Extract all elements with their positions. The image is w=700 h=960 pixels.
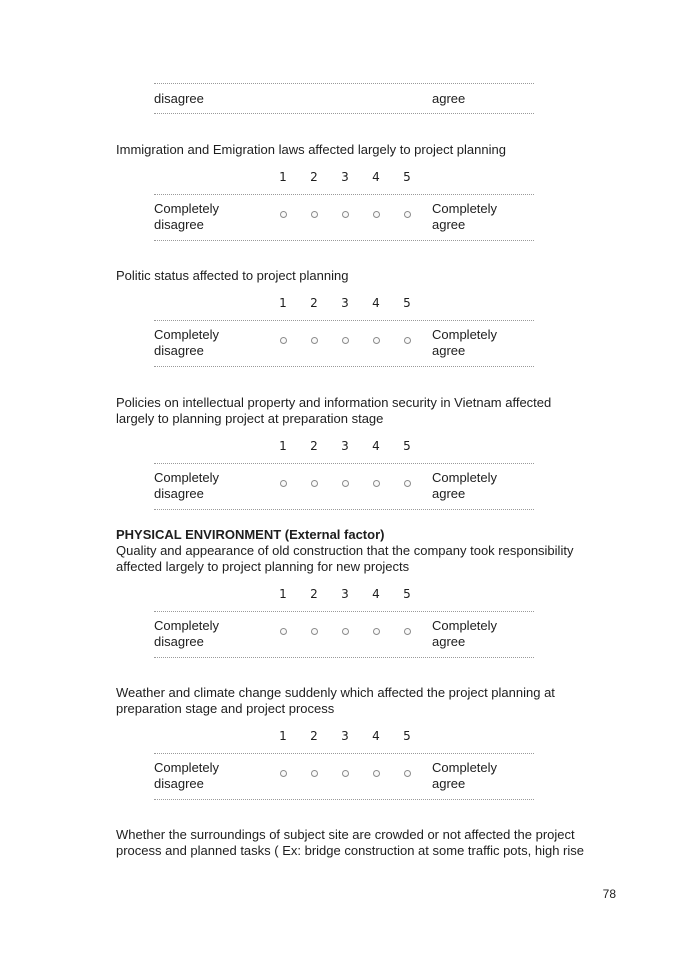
radio-option-2[interactable] [311,211,318,218]
radio-option-3[interactable] [342,480,349,487]
question-2-text: Politic status affected to project planning [116,268,349,283]
left-anchor-label: Completely disagree [154,327,220,358]
radio-option-5[interactable] [404,211,411,218]
radio-option-2[interactable] [311,480,318,487]
radio-option-4[interactable] [373,628,380,635]
prev-scale-bottom-rule [154,113,534,114]
radio-option-3[interactable] [342,337,349,344]
prev-scale-right-label: agree [432,91,466,106]
scale-number-row: 1 2 3 4 5 [154,437,534,464]
right-anchor-label: Completely agree [432,470,498,501]
scale-number-row: 1 2 3 4 5 [154,585,534,612]
radio-option-1[interactable] [280,628,287,635]
right-anchor-label: Completely agree [432,201,498,232]
radio-option-1[interactable] [280,770,287,777]
scale-option-row [154,194,534,241]
radio-option-2[interactable] [311,628,318,635]
radio-option-1[interactable] [280,480,287,487]
scale-option-row [154,463,534,510]
scale-option-row [154,611,534,658]
left-anchor-label: Completely disagree [154,760,220,791]
radio-option-1[interactable] [280,337,287,344]
right-anchor-label: Completely agree [432,760,498,791]
scale-number-row: 1 2 3 4 5 [154,294,534,321]
radio-option-2[interactable] [311,770,318,777]
radio-option-2[interactable] [311,337,318,344]
question-1-text: Immigration and Emigration laws affected largely to project planning [116,142,506,157]
section-heading: PHYSICAL ENVIRONMENT (External factor) [116,527,385,542]
question-3-text: Policies on intellectual property and information security in Vietnam affected largely to planning project at preparation stage [116,395,552,426]
left-anchor-label: Completely disagree [154,470,220,501]
question-5-text: Weather and climate change suddenly which affected the project planning at preparation stage and project process [116,685,555,716]
radio-option-5[interactable] [404,770,411,777]
radio-option-5[interactable] [404,337,411,344]
left-anchor-label: Completely disagree [154,618,220,649]
prev-scale-top-rule [154,83,534,84]
scale-option-row [154,753,534,800]
scale-number-row: 1 2 3 4 5 [154,168,534,195]
left-anchor-label: Completely disagree [154,201,220,232]
question-6-text: Whether the surroundings of subject site are crowded or not affected the project process and planned tasks ( Ex: bridge construction at some traffic pots, high rise [116,827,584,858]
right-anchor-label: Completely agree [432,618,498,649]
radio-option-3[interactable] [342,211,349,218]
scale-option-row [154,320,534,367]
radio-option-1[interactable] [280,211,287,218]
radio-option-4[interactable] [373,337,380,344]
prev-scale-left-label: disagree [154,91,204,106]
radio-option-5[interactable] [404,480,411,487]
page-number: 78 [602,887,616,901]
question-4-text: Quality and appearance of old construction that the company took responsibility affected largely to project planning for new projects [116,543,574,574]
radio-option-3[interactable] [342,770,349,777]
radio-option-4[interactable] [373,211,380,218]
right-anchor-label: Completely agree [432,327,498,358]
scale-number-row: 1 2 3 4 5 [154,727,534,754]
radio-option-4[interactable] [373,480,380,487]
radio-option-3[interactable] [342,628,349,635]
radio-option-4[interactable] [373,770,380,777]
radio-option-5[interactable] [404,628,411,635]
